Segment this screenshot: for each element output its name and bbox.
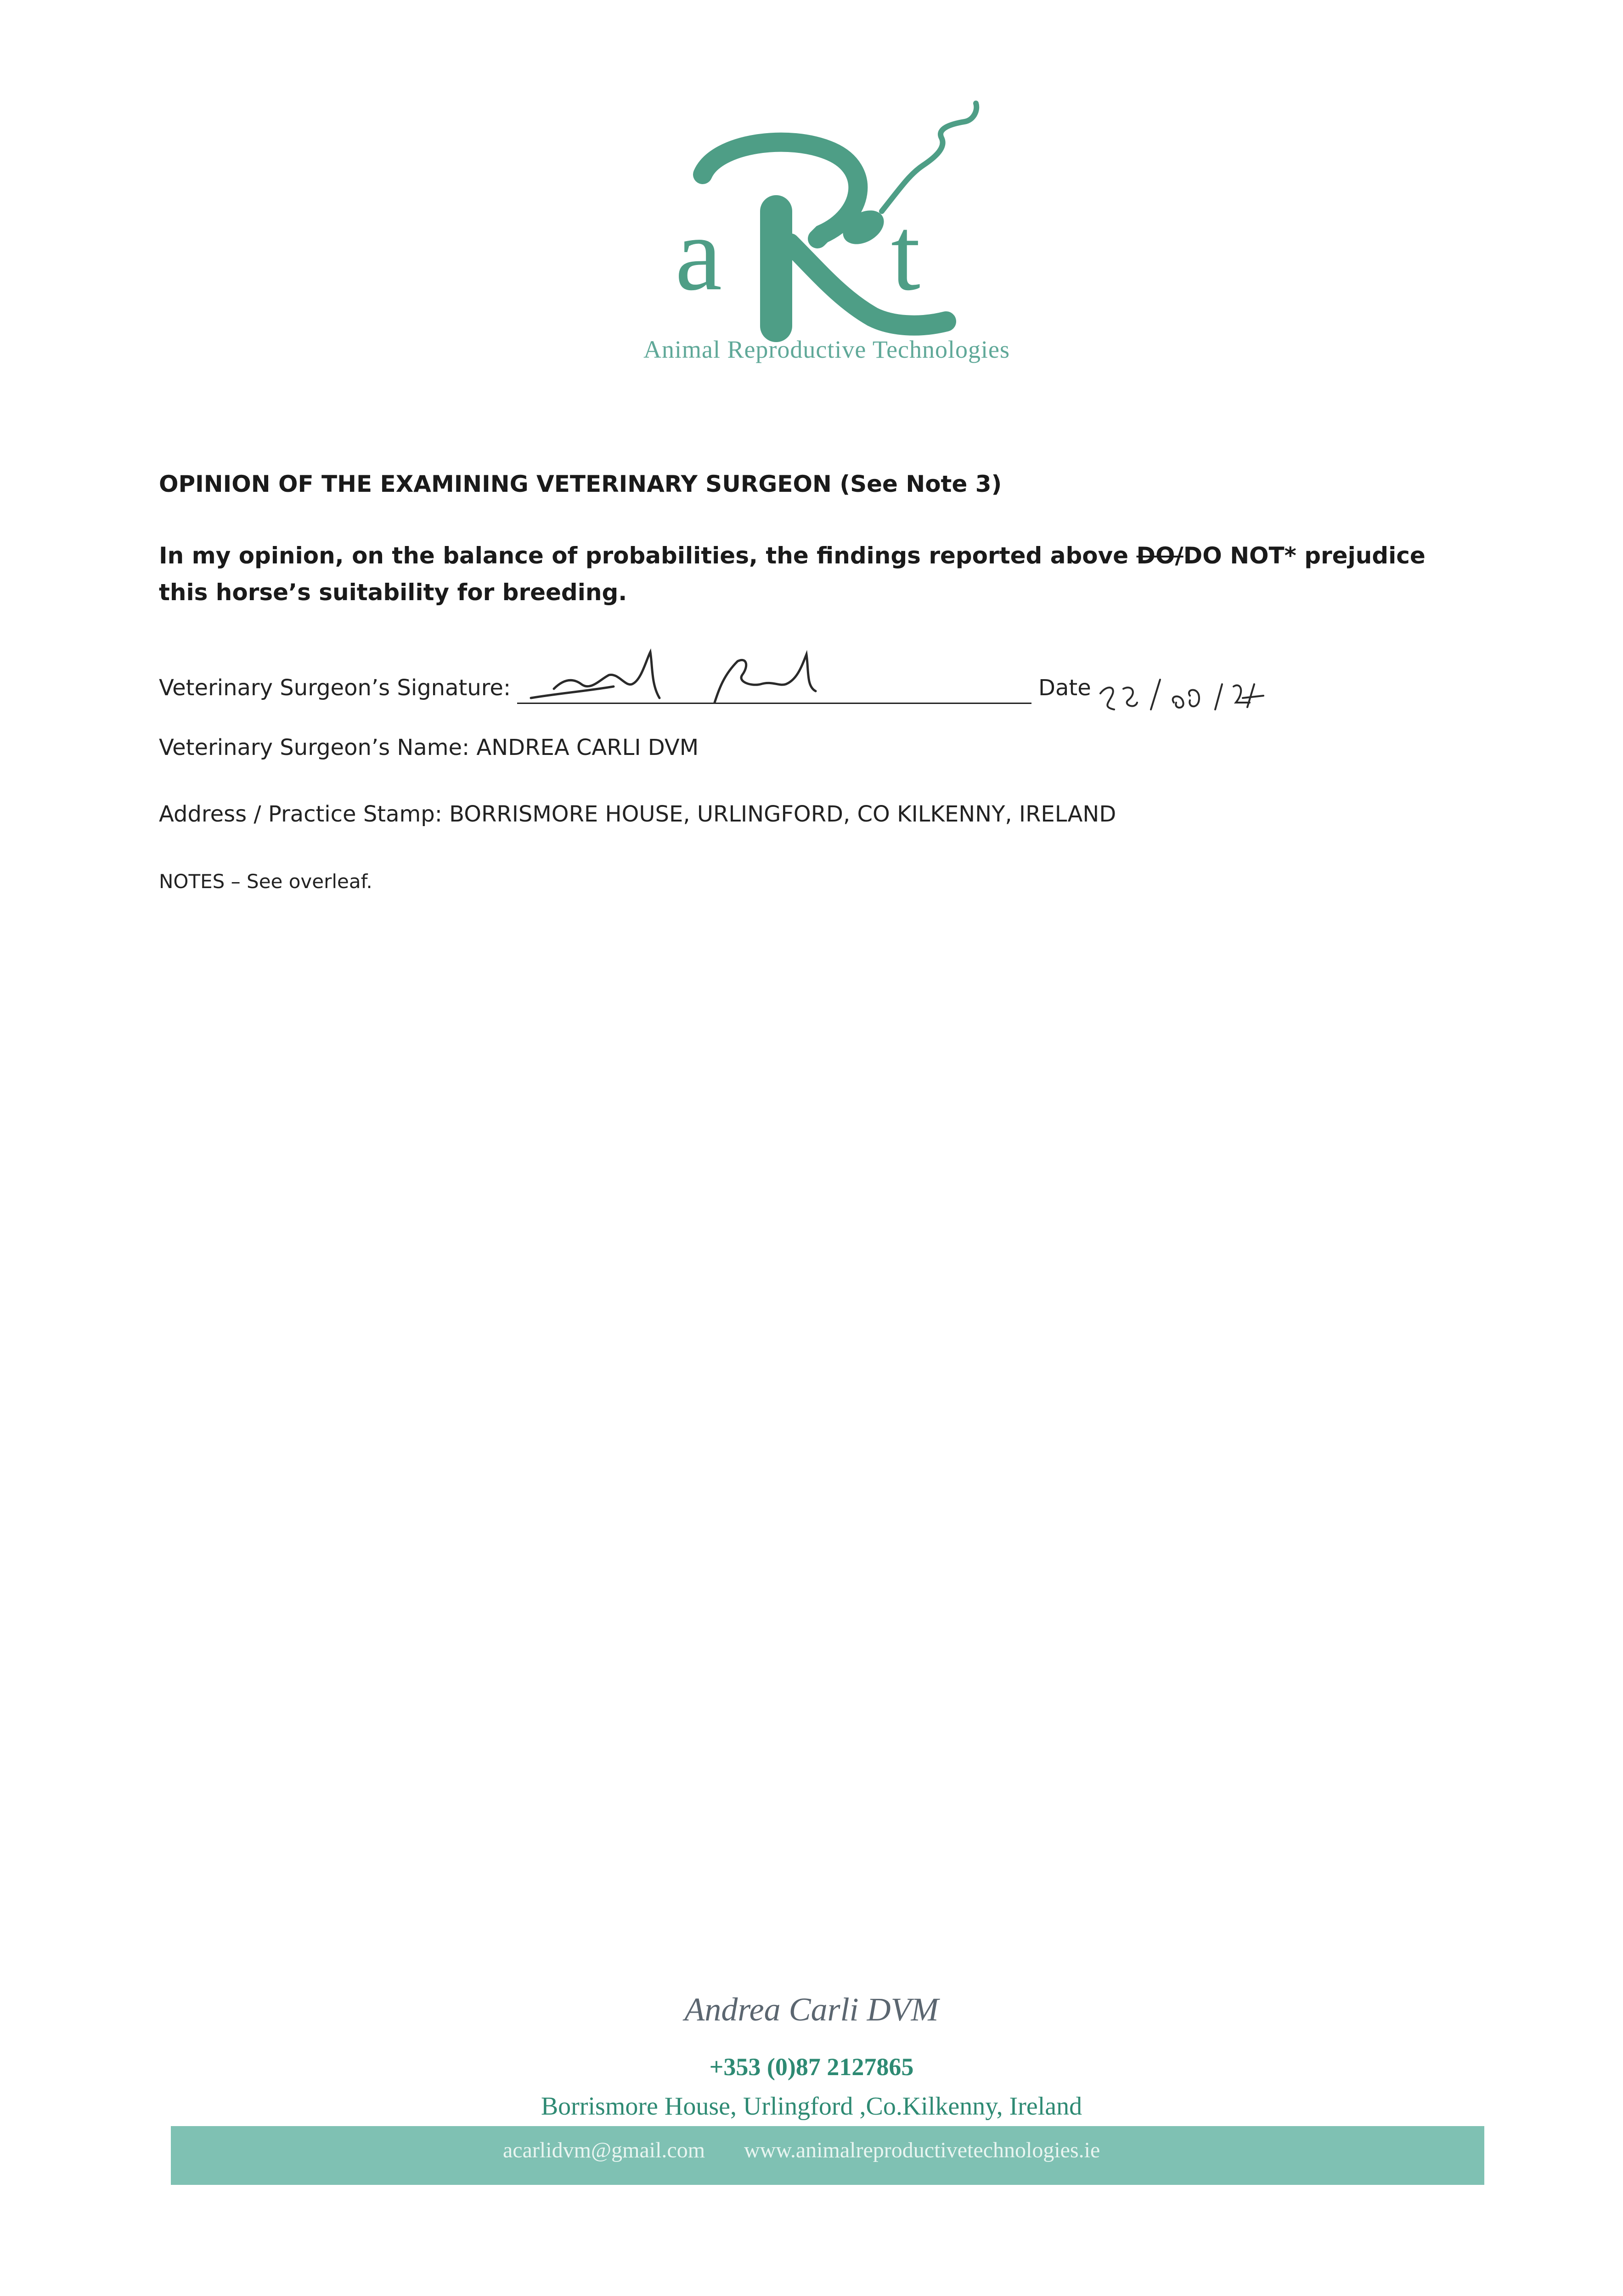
svg-text:t: t <box>891 195 920 312</box>
opinion-statement <box>159 537 1468 611</box>
opinion-text-before: In my opinion, on the balance of probabilities, the findings reported above <box>159 542 1137 569</box>
opinion-struck-option: DO/ <box>1136 542 1183 569</box>
footer-email: acarlidvm@gmail.com <box>503 2138 705 2162</box>
signature-label: Veterinary Surgeon’s Signature: <box>159 675 511 701</box>
logo-caption: Animal Reproductive Technologies <box>643 336 1010 363</box>
footer-address: Borrismore House, Urlingford ,Co.Kilkenny, Ireland <box>541 2092 1082 2121</box>
handwritten-date <box>1096 666 1270 721</box>
footer-name: Andrea Carli DVM <box>684 1991 939 2028</box>
veterinary-surgeon-name: Veterinary Surgeon’s Name: ANDREA CARLI DVM <box>159 735 699 760</box>
footer-website: www.animalreproductivetechnologies.ie <box>744 2138 1100 2162</box>
practice-address: Address / Practice Stamp: BORRISMORE HOUSE, URLINGFORD, CO KILKENNY, IRELAND <box>159 801 1116 827</box>
opinion-text-after: DO NOT* prejudice this horse’s suitability for breeding. <box>159 542 1426 606</box>
signature-row <box>159 657 1399 712</box>
date-label: Date <box>1038 675 1091 701</box>
handwritten-signature <box>522 647 981 712</box>
svg-text:a: a <box>675 195 722 312</box>
footer-phone: +353 (0)87 2127865 <box>709 2053 914 2081</box>
section-heading: OPINION OF THE EXAMINING VETERINARY SURGEON (See Note 3) <box>159 471 1002 497</box>
notes-line: NOTES – See overleaf. <box>159 870 372 893</box>
